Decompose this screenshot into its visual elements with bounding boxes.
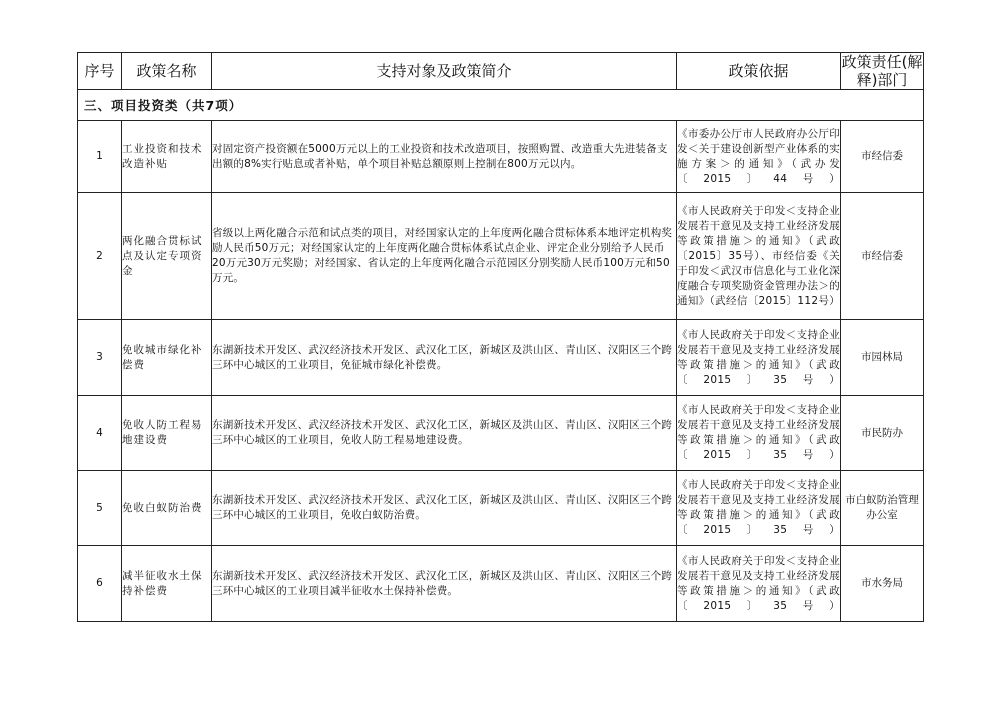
row-brief: 省级以上两化融合示范和试点类的项目，对经国家认定的上年度两化融合贯标体系本地评定机构奖励人民币50万元；对经国家认定的上年度两化融合贯标体系试点企业、评定企业分别给予人民币20万元30万元奖励；对经国家、省认定的上年度两化融合示范园区分别奖励人民币100万元和50万元。 bbox=[212, 193, 677, 320]
section-row bbox=[78, 90, 924, 121]
row-dept: 市水务局 bbox=[841, 546, 924, 622]
table-row bbox=[78, 320, 924, 396]
row-no: 6 bbox=[78, 546, 122, 622]
row-basis: 《市人民政府关于印发＜支持企业发展若干意见及支持工业经济发展等政策措施＞的通知》（武政〔2015〕35号） bbox=[677, 320, 841, 396]
row-policy-name: 两化融合贯标试点及认定专项资金 bbox=[122, 193, 212, 320]
row-brief: 东湖新技术开发区、武汉经济技术开发区、武汉化工区，新城区及洪山区、青山区、汉阳区三个跨三环中心城区的工业项目，免收白蚁防治费。 bbox=[212, 471, 677, 546]
row-no: 5 bbox=[78, 471, 122, 546]
table-header-row bbox=[78, 53, 924, 90]
row-brief: 东湖新技术开发区、武汉经济技术开发区、武汉化工区，新城区及洪山区、青山区、汉阳区三个跨三环中心城区的工业项目，免收人防工程易地建设费。 bbox=[212, 396, 677, 471]
row-no: 4 bbox=[78, 396, 122, 471]
header-brief: 支持对象及政策简介 bbox=[212, 53, 677, 90]
row-dept: 市民防办 bbox=[841, 396, 924, 471]
row-no: 1 bbox=[78, 121, 122, 193]
row-policy-name: 工业投资和技术改造补贴 bbox=[122, 121, 212, 193]
row-policy-name: 免收城市绿化补偿费 bbox=[122, 320, 212, 396]
row-policy-name: 减半征收水土保持补偿费 bbox=[122, 546, 212, 622]
row-basis: 《市人民政府关于印发＜支持企业发展若干意见及支持工业经济发展等政策措施＞的通知》（武政〔2015〕35号） bbox=[677, 546, 841, 622]
row-dept: 市经信委 bbox=[841, 121, 924, 193]
row-dept: 市园林局 bbox=[841, 320, 924, 396]
table-row bbox=[78, 396, 924, 471]
row-policy-name: 免收人防工程易地建设费 bbox=[122, 396, 212, 471]
row-brief: 对固定资产投资额在5000万元以上的工业投资和技术改造项目，按照购置、改造重大先进装备支出额的8%实行贴息或者补贴，单个项目补贴总额原则上控制在800万元以内。 bbox=[212, 121, 677, 193]
header-no: 序号 bbox=[78, 53, 122, 90]
policy-table bbox=[77, 52, 924, 622]
row-basis: 《市人民政府关于印发＜支持企业发展若干意见及支持工业经济发展等政策措施＞的通知》（武政〔2015〕35号） bbox=[677, 396, 841, 471]
header-dept: 政策责任(解释)部门 bbox=[841, 53, 923, 89]
row-dept: 市经信委 bbox=[841, 193, 924, 320]
table-row bbox=[78, 546, 924, 622]
table-row bbox=[78, 471, 924, 546]
table-row bbox=[78, 121, 924, 193]
row-brief: 东湖新技术开发区、武汉经济技术开发区、武汉化工区，新城区及洪山区、青山区、汉阳区三个跨三环中心城区的工业项目减半征收水土保持补偿费。 bbox=[212, 546, 677, 622]
row-basis: 《市人民政府关于印发＜支持企业发展若干意见及支持工业经济发展等政策措施＞的通知》（武政〔2015〕35号） bbox=[677, 471, 841, 546]
row-no: 3 bbox=[78, 320, 122, 396]
table-row bbox=[78, 193, 924, 320]
row-brief: 东湖新技术开发区、武汉经济技术开发区、武汉化工区，新城区及洪山区、青山区、汉阳区三个跨三环中心城区的工业项目，免征城市绿化补偿费。 bbox=[212, 320, 677, 396]
row-basis: 《市委办公厅市人民政府办公厅印发＜关于建设创新型产业体系的实施方案＞的通知》（武办发〔2015〕44号） bbox=[677, 121, 841, 193]
row-basis: 《市人民政府关于印发＜支持企业发展若干意见及支持工业经济发展等政策措施＞的通知》（武政〔2015〕35号）、市经信委《关于印发＜武汉市信息化与工业化深度融合专项奖励资金管理办法＞的通知》（武经信〔2015〕112号） bbox=[677, 193, 841, 320]
row-no: 2 bbox=[78, 193, 122, 320]
header-policy-name: 政策名称 bbox=[122, 53, 212, 90]
section-title: 三、项目投资类（共7项） bbox=[78, 90, 924, 121]
row-dept: 市白蚁防治管理办公室 bbox=[841, 471, 924, 546]
row-policy-name: 免收白蚁防治费 bbox=[122, 471, 212, 546]
header-basis: 政策依据 bbox=[677, 53, 841, 90]
